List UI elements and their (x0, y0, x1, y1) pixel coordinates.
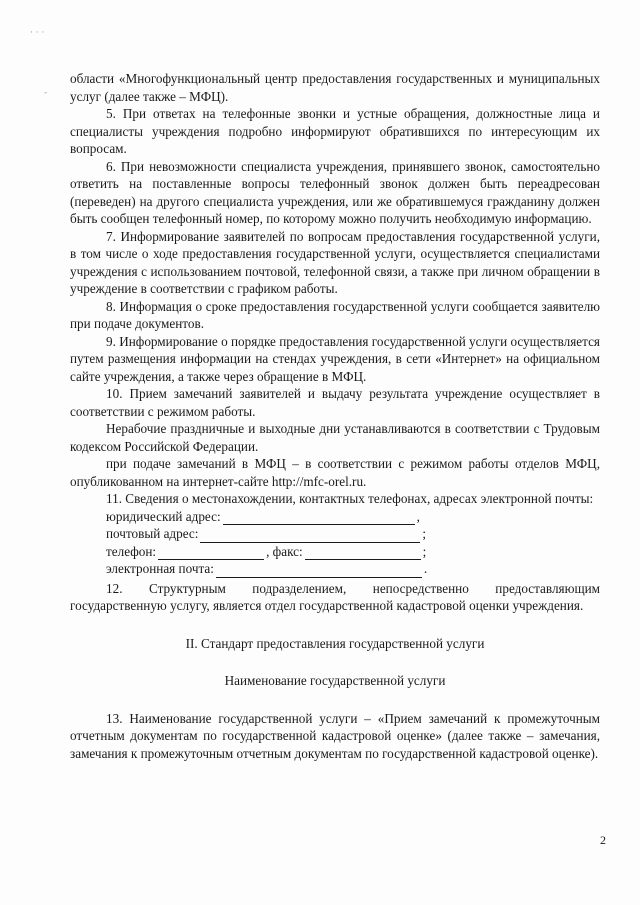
email-line (70, 560, 600, 578)
paragraph-8: 8. Информация о сроке предоставления государственной услуги сообщается заявителю при подаче документов. (70, 298, 600, 331)
fax-blank (305, 546, 421, 560)
scan-noise: · · · (30, 28, 45, 38)
legal-address-line (70, 508, 600, 526)
phone-fax-line (70, 543, 600, 561)
punctuation: , (416, 508, 420, 524)
document-body (70, 70, 600, 762)
paragraph-holidays: Нерабочие праздничные и выходные дни устанавливаются в соответствии с Трудовым кодексом Российской Федерации. (70, 421, 600, 454)
section-title: II. Стандарт предоставления государственной услуги (185, 635, 485, 651)
email-label: электронная почта: (106, 561, 214, 576)
paragraph-11: 11. Сведения о местонахождении, контактных телефонах, адресах электронной почты: (106, 491, 594, 506)
page-number: 2 (600, 833, 606, 847)
punctuation: ; (422, 543, 427, 559)
postal-address-blank (200, 529, 420, 543)
postal-address-line (70, 525, 600, 543)
punctuation: ; (422, 526, 427, 541)
paragraph-12: 12. Структурным подразделением, непосредственно предоставляющим государственную услугу, является отдел государственной кадастровой оценки учреждения. (70, 580, 600, 613)
phone-label: телефон: (106, 543, 157, 559)
email-blank (216, 564, 422, 578)
paragraph-6: 6. При невозможности специалиста учреждения, принявшего звонок, самостоятельно ответить на поставленные вопросы телефонный звонок должен быть переадресован (переведен) на другого специалиста учреждения, или же обратившемуся гражданину должен быть сообщен телефонный номер, по которому можно получить необходимую информацию. (70, 158, 600, 226)
paragraph-13: 13. Наименование государственной услуги – «Прием замечаний к промежуточным отчетным документам по государственной кадастровой оценке» (далее также – замечания, замечания к промежуточным отчетным документам по государственной кадастровой оценке). (70, 710, 600, 761)
fax-label: , факс: (266, 543, 303, 559)
paragraph-mfc-schedule: при подаче замечаний в МФЦ – в соответствии с режимом работы отделов МФЦ, опубликованном на интернет-сайте http://mfc-orel.ru. (70, 456, 600, 489)
subsection-title: Наименование государственной услуги (224, 673, 446, 688)
phone-blank (158, 546, 264, 560)
paragraph-9: 9. Информирование о порядке предоставления государственной услуги осуществляется путем размещения информации на стендах учреждения, в сети «Интернет» на официальном сайте учреждения, а также через обращение в МФЦ. (70, 333, 600, 384)
paragraph-7: 7. Информирование заявителей по вопросам предоставления государственной услуги, в том числе о ходе предоставления государственной услуги, осуществляется специалистами учреждения с использованием почтовой, телефонной связи, а также при личном обращении в учреждение в соответствии с графиком работы. (70, 228, 600, 296)
punctuation: . (423, 561, 428, 576)
legal-address-label: юридический адрес: (106, 508, 221, 524)
scan-noise: - (44, 88, 48, 98)
paragraph-10: 10. Прием замечаний заявителей и выдачу результата учреждение осуществляет в соответствии с режимом работы. (70, 386, 600, 419)
legal-address-blank (223, 511, 415, 525)
paragraph-intro: области «Многофункциональный центр предоставления государственных и муниципальных услуг (далее также – МФЦ). (70, 71, 600, 104)
paragraph-5: 5. При ответах на телефонные звонки и устные обращения, должностные лица и специалисты учреждения подробно информируют обратившихся по интересующим их вопросам. (70, 106, 600, 156)
postal-address-label: почтовый адрес: (106, 526, 199, 541)
